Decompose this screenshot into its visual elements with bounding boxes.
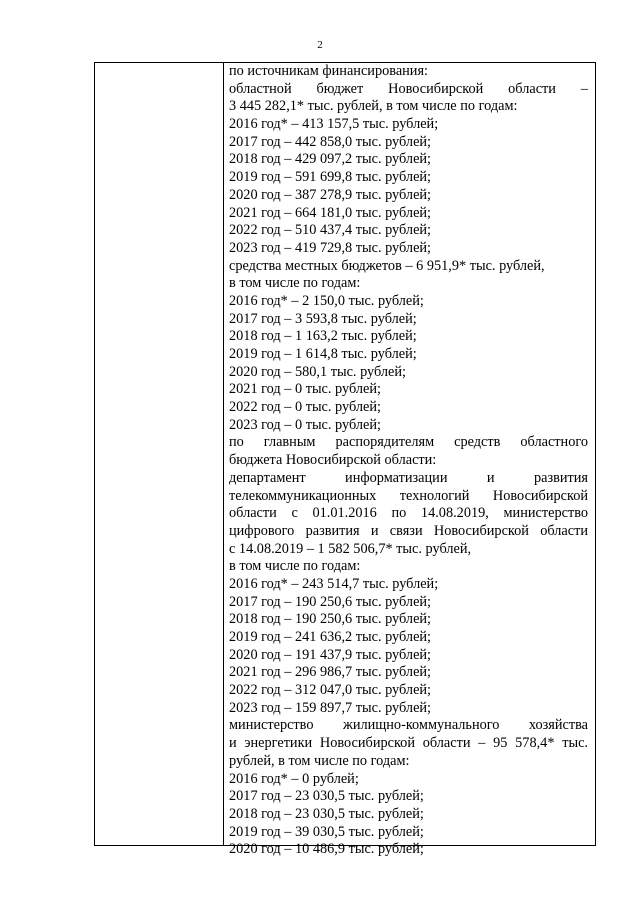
text-line: и энергетики Новосибирской области – 95 578,4* тыс. — [229, 735, 588, 752]
text-line: 2016 год* – 243 514,7 тыс. рублей; — [229, 575, 439, 592]
text-line: 2022 год – 0 тыс. рублей; — [229, 399, 381, 416]
text-line: 2022 год – 510 437,4 тыс. рублей; — [229, 222, 432, 239]
text-line: 2021 год – 0 тыс. рублей; — [229, 381, 381, 398]
text-line: 2017 год – 3 593,8 тыс. рублей; — [229, 310, 417, 327]
text-line: области с 01.01.2016 по 14.08.2019, министерство — [229, 505, 588, 522]
text-line: 2020 год – 191 437,9 тыс. рублей; — [229, 646, 432, 663]
text-line: 2018 год – 190 250,6 тыс. рублей; — [229, 611, 432, 628]
text-line: 2017 год – 190 250,6 тыс. рублей; — [229, 593, 432, 610]
text-line: 2019 год – 39 030,5 тыс. рублей; — [229, 823, 424, 840]
text-line: 2020 год – 387 278,9 тыс. рублей; — [229, 186, 432, 203]
text-line: 2018 год – 23 030,5 тыс. рублей; — [229, 805, 424, 822]
text-line: в том числе по годам: — [229, 558, 361, 575]
text-line: 2016 год* – 2 150,0 тыс. рублей; — [229, 292, 424, 309]
text-line: департамент информатизации и развития — [229, 469, 588, 486]
text-line: 2017 год – 442 858,0 тыс. рублей; — [229, 133, 432, 150]
text-line: в том числе по годам: — [229, 275, 361, 292]
text-line: 3 445 282,1* тыс. рублей, в том числе по годам: — [229, 98, 518, 115]
text-line: 2017 год – 23 030,5 тыс. рублей; — [229, 788, 424, 805]
document-table — [94, 62, 596, 858]
text-line: областной бюджет Новосибирской области – — [229, 80, 588, 97]
text-line: 2023 год – 159 897,7 тыс. рублей; — [229, 699, 432, 716]
text-line: министерство жилищно-коммунального хозяйства — [229, 717, 588, 734]
text-line: средства местных бюджетов – 6 951,9* тыс. рублей, — [229, 257, 545, 274]
text-line: 2023 год – 419 729,8 тыс. рублей; — [229, 239, 432, 256]
text-line: 2018 год – 1 163,2 тыс. рублей; — [229, 328, 417, 345]
text-line: 2023 год – 0 тыс. рублей; — [229, 416, 381, 433]
text-line: 2021 год – 664 181,0 тыс. рублей; — [229, 204, 432, 221]
text-line: 2019 год – 241 636,2 тыс. рублей; — [229, 629, 432, 645]
text-line: 2020 год – 580,1 тыс. рублей; — [229, 363, 407, 380]
text-line: по источникам финансирования: — [229, 63, 429, 79]
page-number: 2 — [317, 39, 323, 51]
text-line: 2022 год – 312 047,0 тыс. рублей; — [229, 682, 432, 699]
financing-text-cell — [229, 63, 588, 859]
text-line: рублей, в том числе по годам: — [229, 752, 410, 769]
text-line: 2019 год – 1 614,8 тыс. рублей; — [229, 346, 417, 362]
text-line: цифрового развития и связи Новосибирской области — [229, 522, 588, 539]
text-line: с 14.08.2019 – 1 582 506,7* тыс. рублей, — [229, 540, 472, 557]
text-line: телекоммуникационных технологий Новосибирской — [229, 487, 588, 504]
text-line: 2016 год* – 0 рублей; — [229, 770, 359, 787]
text-line: 2020 год – 10 486,9 тыс. рублей; — [229, 841, 424, 858]
column-divider — [223, 63, 224, 845]
text-line: по главным распорядителям средств областного — [229, 434, 588, 451]
text-line: 2019 год – 591 699,8 тыс. рублей; — [229, 169, 432, 186]
text-line: 2016 год* – 413 157,5 тыс. рублей; — [229, 116, 439, 133]
text-line: 2018 год – 429 097,2 тыс. рублей; — [229, 151, 432, 168]
text-line: бюджета Новосибирской области: — [229, 452, 437, 469]
text-line: 2021 год – 296 986,7 тыс. рублей; — [229, 664, 432, 681]
